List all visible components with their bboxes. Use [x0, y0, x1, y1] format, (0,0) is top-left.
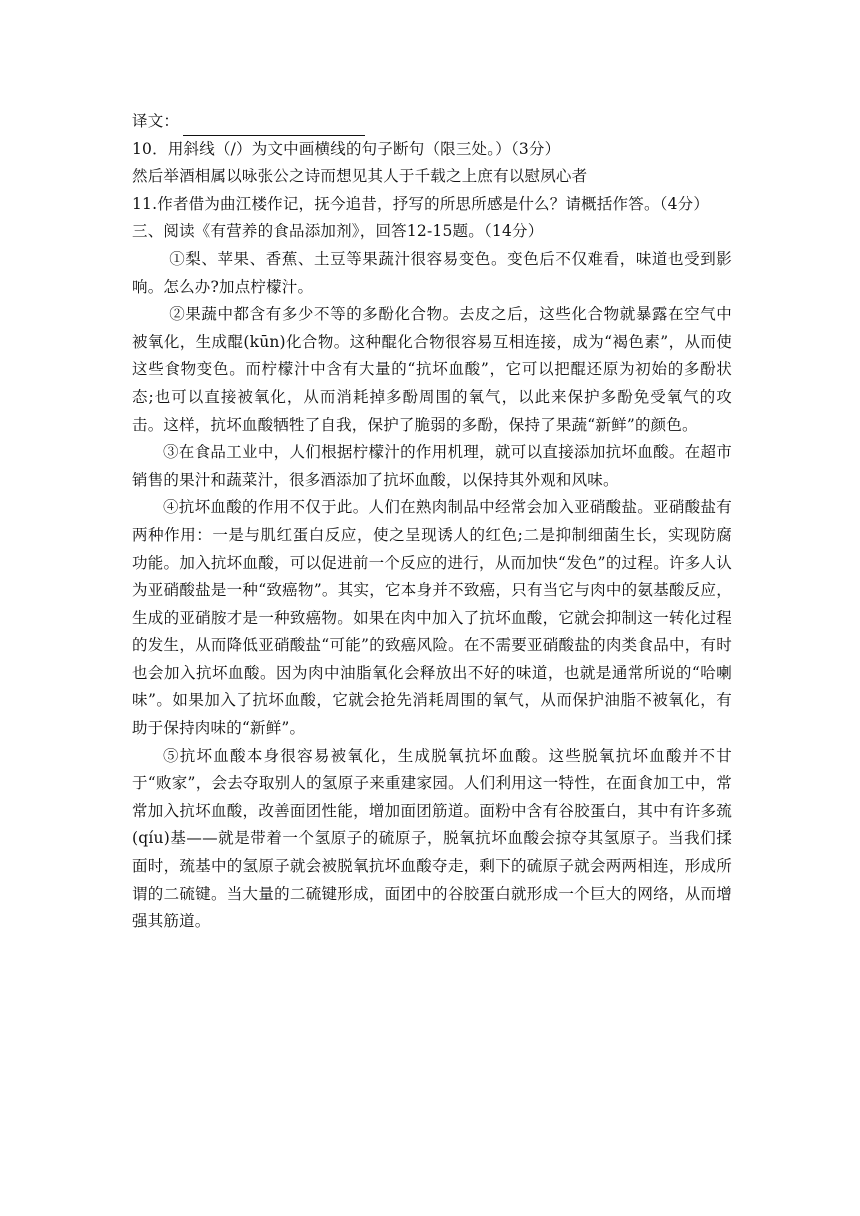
- translation-line: [132, 108, 732, 136]
- paragraph-5: ⑤抗坏血酸本身很容易被氧化，生成脱氧抗坏血酸。这些脱氧抗坏血酸并不甘于“败家”，会去夺取别人的氢原子来重建家园。人们利用这一特性，在面食加工中，常常加入抗坏血酸，改善面团性能，增加面团筋道。面粉中含有谷胶蛋白，其中有许多巯(qíu)基——就是带着一个氢原子的硫原子，脱氧抗坏血酸会掠夺其氢原子。当我们揉面时，巯基中的氢原子就会被脱氧抗坏血酸夺走，剩下的硫原子就会两两相连，形成所谓的二硫键。当大量的二硫键形成，面团中的谷胶蛋白就形成一个巨大的网络，从而增强其筋道。: [132, 746, 732, 931]
- paragraph-2: ②果蔬中都含有多少不等的多酚化合物。去皮之后，这些化合物就暴露在空气中被氧化，生成醌(kūn)化合物。这种醌化合物很容易互相连接，成为“褐色素”，从而使这些食物变色。而柠檬汁中含有大量的“抗坏血酸”，它可以把醌还原为初始的多酚状态;也可以直接被氧化，从而消耗掉多酚周围的氧气，以此来保护多酚免受氧气的攻击。这样，抗坏血酸牺牲了自我，保护了脆弱的多酚，保持了果蔬“新鲜”的颜色。: [132, 305, 732, 434]
- question-11: 11.作者借为曲江楼作记，抚今追昔，抒写的所思所感是什么？请概括作答。（4分）: [132, 194, 710, 213]
- section-3-heading: 三、阅读《有营养的食品添加剂》，回答12-15题。（14分）: [132, 222, 544, 241]
- paragraph-1: ①梨、苹果、香蕉、土豆等果蔬汁很容易变色。变色后不仅难看，味道也受到影响。怎么办?加点柠檬汁。: [132, 249, 732, 296]
- translation-answer-blank[interactable]: [183, 117, 365, 136]
- question-10-sentence: 然后举酒相属以咏张公之诗而想见其人于千载之上庶有以慰夙心者: [132, 167, 588, 186]
- paragraph-3: ③在食品工业中，人们根据柠檬汁的作用机理，就可以直接添加抗坏血酸。在超市销售的果汁和蔬菜汁，很多酒添加了抗坏血酸，以保持其外观和风味。: [132, 443, 732, 489]
- document-content: [132, 108, 732, 936]
- paragraph-4: ④抗坏血酸的作用不仅于此。人们在熟肉制品中经常会加入亚硝酸盐。亚硝酸盐有两种作用：一是与肌红蛋白反应，使之呈现诱人的红色;二是抑制细菌生长，实现防腐功能。加入抗坏血酸，可以促进前一个反应的进行，从而加快“发色”的过程。许多人认为亚硝酸盐是一种“致癌物”。其实，它本身并不致癌，只有当它与肉中的氨基酸反应，生成的亚硝胺才是一种致癌物。如果在肉中加入了抗坏血酸，它就会抑制这一转化过程的发生，从而降低亚硝酸盐“可能”的致癌风险。在不需要亚硝酸盐的肉类食品中，有时也会加入抗坏血酸。因为肉中油脂氧化会释放出不好的味道，也就是通常所说的“哈喇味”。如果加入了抗坏血酸，它就会抢先消耗周围的氧气，从而保护油脂不被氧化，有助于保持肉味的“新鲜”。: [132, 498, 732, 738]
- question-10: 10．用斜线（/）为文中画横线的句子断句（限三处。）（3分）: [132, 139, 561, 158]
- translation-label: 译文：: [132, 112, 180, 130]
